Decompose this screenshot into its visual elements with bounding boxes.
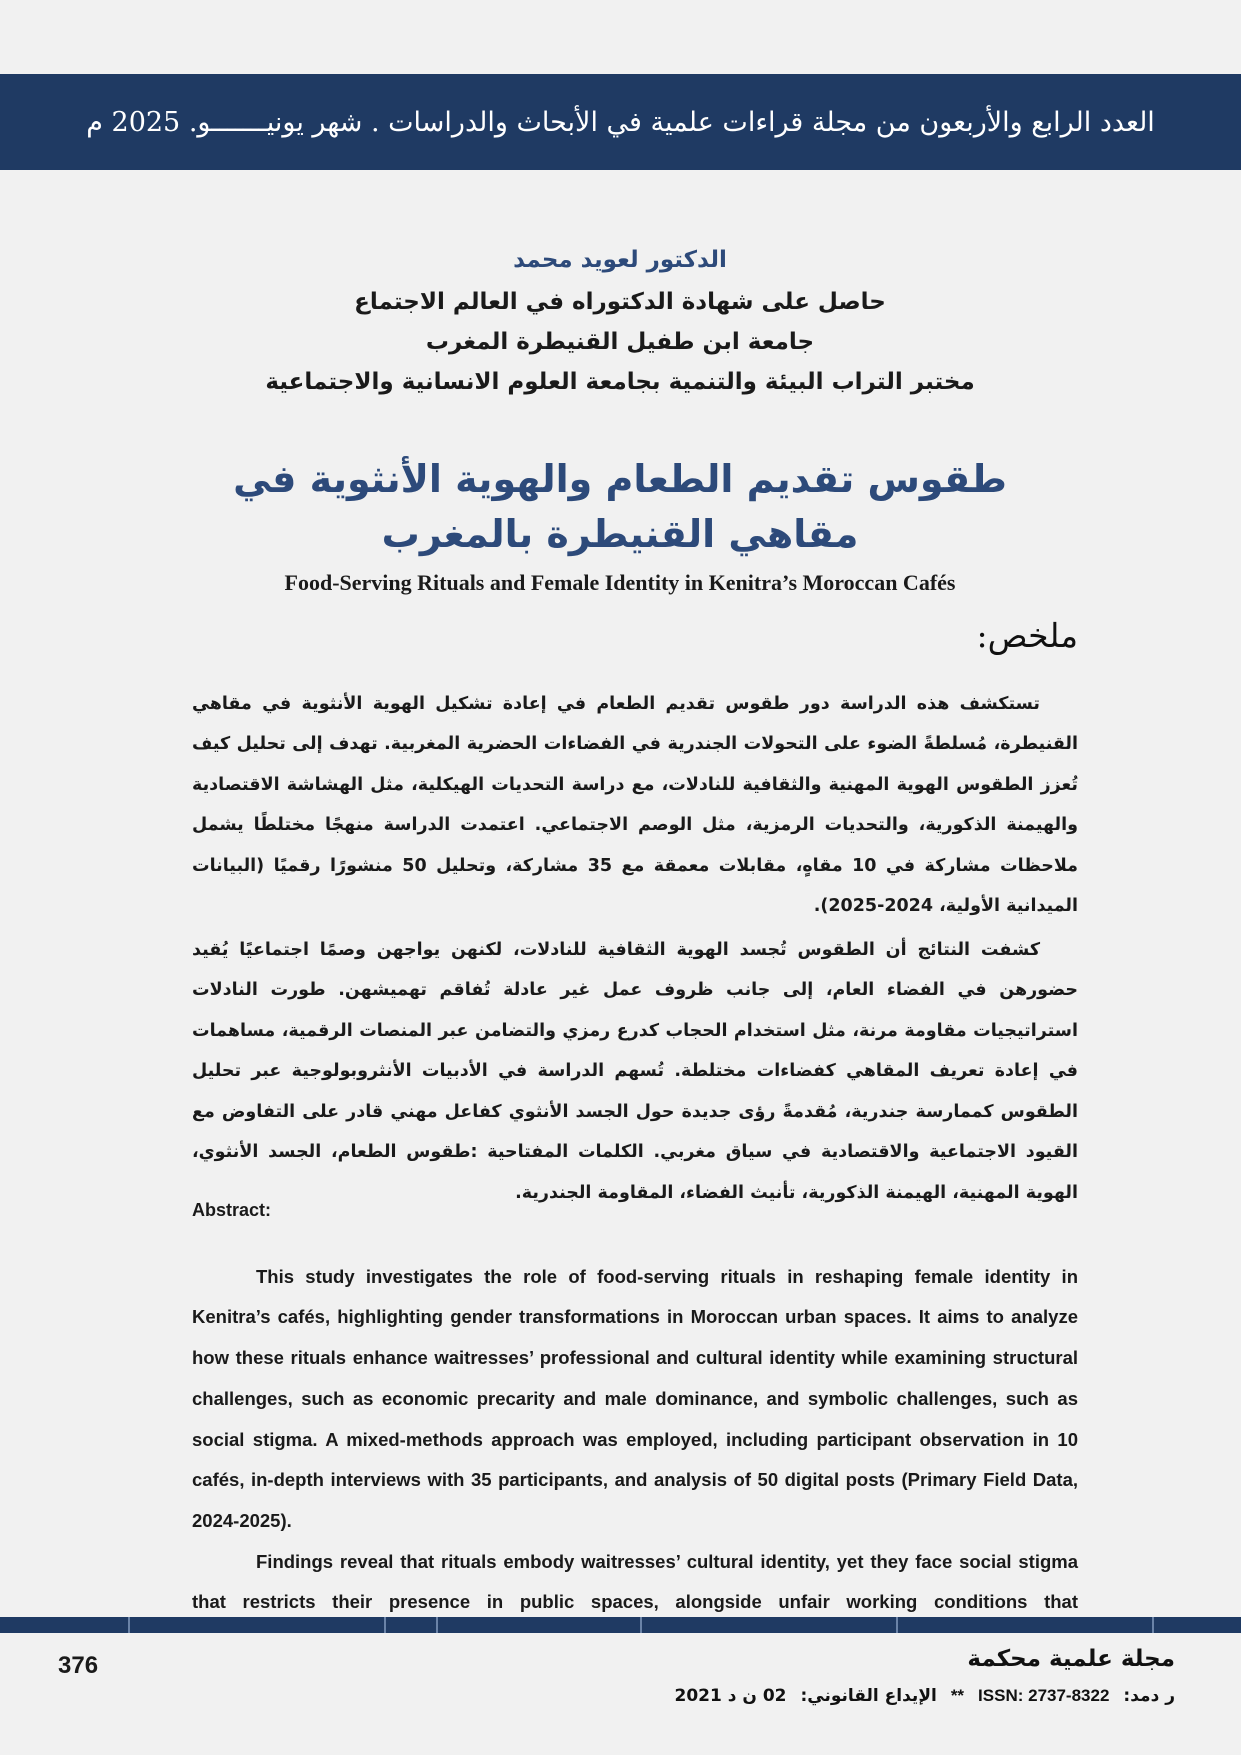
author-name: الدكتور لعويد محمد — [513, 247, 727, 273]
author-university: جامعة ابن طفيل القنيطرة المغرب — [425, 329, 815, 355]
footer-divider-bar — [0, 1617, 1241, 1633]
journal-header-band — [0, 74, 1241, 170]
footer-bar-tick — [640, 1617, 642, 1633]
paper-title-arabic: طقوس تقديم الطعام والهوية الأنثوية في مقاهي القنيطرة بالمغرب — [233, 457, 1007, 556]
footer-bar-tick — [128, 1617, 130, 1633]
issn-value: ISSN: 2737-8322 — [978, 1686, 1110, 1705]
abstract-heading: Abstract: — [192, 1200, 272, 1220]
page-number: 376 — [58, 1652, 99, 1679]
separator: ** — [950, 1686, 965, 1705]
author-degree: حاصل على شهادة الدكتوراه في العالم الاجتماع — [354, 289, 886, 315]
issn-label: ر دمد: — [1123, 1686, 1175, 1706]
arabic-summary-paragraph: كشفت النتائج أن الطقوس تُجسد الهوية الثقافية للنادلات، لكنهن يواجهن وصمًا اجتماعيًا يُقيد حضورهن في الفضاء العام، إلى جانب ظروف عمل غير عادلة تُفاقم تهميشهن. طورت النادلات استراتيجيات مقاومة مرنة، مثل استخدام الحجاب كدرع رمزي والتضامن عبر المنصات الرقمية، مساهمات في إعادة تعريف المقاهي كفضاءات مختلطة. تُسهم الدراسة في الأدبيات الأنثروبولوجية عبر تحليل الطقوس كممارسة جندرية، مُقدمةً رؤى جديدة حول الجسد الأنثوي كفاعل مهني قادر على التفاوض مع القيود الاجتماعية والاقتصادية في سياق مغربي. الكلمات المفتاحية :طقوس الطعام، الجسد الأنثوي، الهوية المهنية، الهيمنة الذكورية، تأنيث الفضاء، المقاومة الجندرية. — [192, 939, 1078, 1203]
author-laboratory: مختبر التراب البيئة والتنمية بجامعة العلوم الانسانية والاجتماعية — [265, 369, 975, 395]
arabic-summary-paragraph: تستكشف هذه الدراسة دور طقوس تقديم الطعام في إعادة تشكيل الهوية الأنثوية في مقاهي القنيطرة، مُسلطةً الضوء على التحولات الجندرية في الفضاءات الحضرية المغربية. تهدف إلى تحليل كيف تُعزز الطقوس الهوية المهنية والثقافية للنادلات، مع دراسة التحديات الهيكلية، مثل الهشاشة الاقتصادية والهيمنة الذكورية، والتحديات الرمزية، مثل الوصم الاجتماعي. اعتمدت الدراسة منهجًا مختلطًا يشمل ملاحظات مشاركة في 10 مقاهٍ، مقابلات معمقة مع 35 مشاركة، وتحليل 50 منشورًا رقميًا (البيانات الميدانية الأولية، 2024-2025). — [192, 693, 1078, 916]
english-abstract-paragraph: Findings reveal that rituals embody waitresses’ cultural identity, yet they face social stigma that restricts their presence in public spaces, alongside unfair working conditions that — [192, 1550, 1078, 1613]
journal-header-text: العدد الرابع والأربعون من مجلة قراءات علمية في الأبحاث والدراسات . شهر يونيـــــــو. 2025 م — [86, 106, 1155, 138]
paper-title-english: Food-Serving Rituals and Female Identity in Kenitra’s Moroccan Cafés — [284, 570, 956, 595]
english-abstract-paragraph: This study investigates the role of food-serving rituals in reshaping female identity in Kenitra’s cafés, highlighting gender transformations in Moroccan urban spaces. It aims to analyze how these rituals enhance waitresses’ professional and cultural identity while examining structural challenges, such as economic precarity and male dominance, and symbolic challenges, such as social stigma. A mixed-methods approach was employed, including participant observation in 10 cafés, in-depth interviews with 35 participants, and analysis of 50 digital posts (Primary Field Data, 2024-2025). — [192, 1265, 1078, 1532]
footer-bar-tick — [436, 1617, 438, 1633]
summary-heading: ملخص: — [976, 616, 1078, 655]
author-block — [180, 238, 1060, 402]
journal-registration-info — [675, 1686, 1176, 1706]
footer-bar-tick — [1152, 1617, 1154, 1633]
legal-deposit-label: الإيداع القانوني: — [800, 1686, 937, 1706]
footer-bar-tick — [896, 1617, 898, 1633]
footer-bar-tick — [384, 1617, 386, 1633]
legal-deposit-value: 02 ن د 2021 — [674, 1686, 787, 1706]
journal-label: مجلة علمية محكمة — [967, 1646, 1175, 1672]
